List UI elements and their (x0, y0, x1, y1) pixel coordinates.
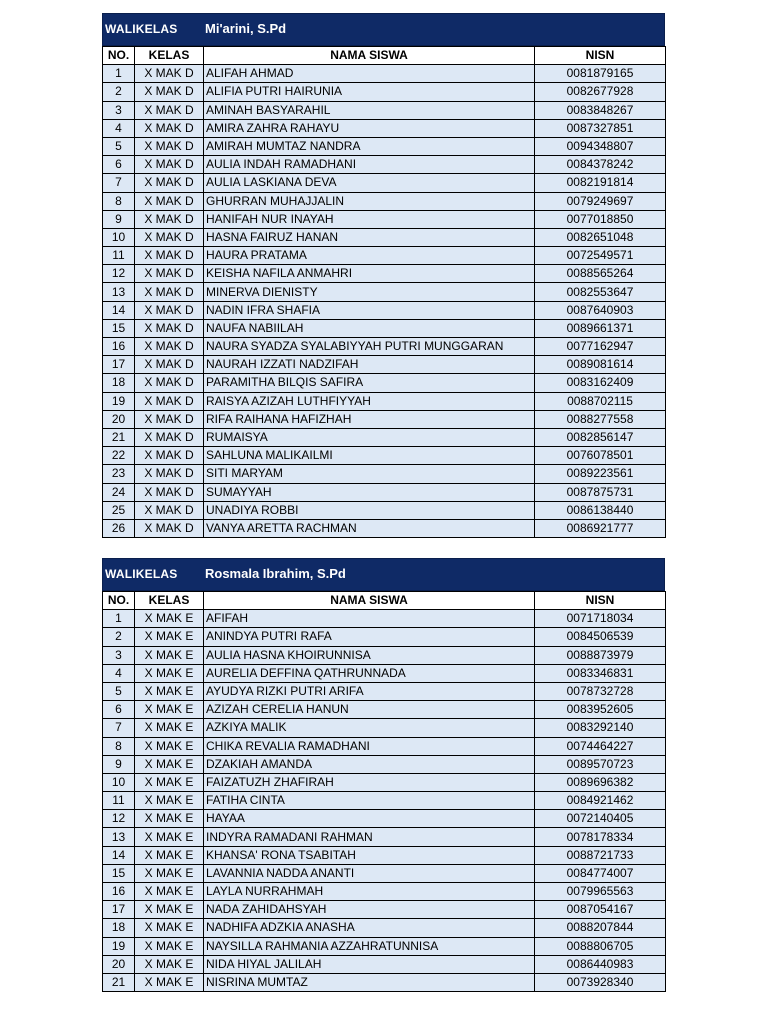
cell-nama: HAURA PRATAMA (204, 247, 535, 265)
cell-no: 7 (103, 174, 135, 192)
table-row (103, 374, 666, 392)
cell-no: 14 (103, 846, 135, 864)
cell-kelas: X MAK D (135, 119, 204, 137)
cell-nisn: 0094348807 (535, 137, 666, 155)
cell-nisn: 0089223561 (535, 465, 666, 483)
table-row (103, 682, 666, 700)
cell-nama: AMINAH BASYARAHIL (204, 101, 535, 119)
walikelas-header (102, 558, 665, 591)
cell-nisn: 0088277558 (535, 410, 666, 428)
table-row (103, 628, 666, 646)
class-roster-d (102, 13, 665, 538)
cell-nisn: 0078732728 (535, 682, 666, 700)
cell-nama: ALIFAH AHMAD (204, 65, 535, 83)
table-row (103, 664, 666, 682)
table-row (103, 973, 666, 991)
table-header-row (103, 47, 666, 65)
cell-kelas: X MAK E (135, 810, 204, 828)
cell-no: 11 (103, 247, 135, 265)
walikelas-header (102, 13, 665, 46)
cell-no: 12 (103, 810, 135, 828)
table-row (103, 955, 666, 973)
cell-kelas: X MAK E (135, 792, 204, 810)
cell-nama: ANINDYA PUTRI RAFA (204, 628, 535, 646)
cell-nama: INDYRA RAMADANI RAHMAN (204, 828, 535, 846)
cell-nisn: 0088873979 (535, 646, 666, 664)
table-row (103, 919, 666, 937)
cell-nama: RAISYA AZIZAH LUTHFIYYAH (204, 392, 535, 410)
cell-no: 15 (103, 864, 135, 882)
table-row (103, 428, 666, 446)
cell-nisn: 0087054167 (535, 901, 666, 919)
table-row (103, 83, 666, 101)
cell-no: 19 (103, 392, 135, 410)
table-body (103, 610, 666, 992)
cell-no: 17 (103, 901, 135, 919)
table-row (103, 901, 666, 919)
table-row (103, 319, 666, 337)
walikelas-label: WALIKELAS (105, 567, 178, 581)
cell-nama: NAURAH IZZATI NADZIFAH (204, 356, 535, 374)
cell-nisn: 0082651048 (535, 228, 666, 246)
cell-nama: NAURA SYADZA SYALABIYYAH PUTRI MUNGGARAN (204, 338, 535, 356)
cell-nisn: 0083346831 (535, 664, 666, 682)
cell-nama: LAYLA NURRAHMAH (204, 883, 535, 901)
cell-no: 5 (103, 137, 135, 155)
cell-nama: KEISHA NAFILA ANMAHRI (204, 265, 535, 283)
cell-nisn: 0078178334 (535, 828, 666, 846)
cell-nisn: 0079249697 (535, 192, 666, 210)
cell-no: 8 (103, 737, 135, 755)
cell-no: 21 (103, 428, 135, 446)
cell-nama: PARAMITHA BILQIS SAFIRA (204, 374, 535, 392)
cell-nisn: 0087640903 (535, 301, 666, 319)
cell-nama: NADIN IFRA SHAFIA (204, 301, 535, 319)
cell-nama: NAUFA NABIILAH (204, 319, 535, 337)
table-row (103, 137, 666, 155)
cell-nisn: 0073928340 (535, 973, 666, 991)
col-header-kelas: KELAS (135, 47, 204, 65)
cell-kelas: X MAK E (135, 937, 204, 955)
class-roster-e (102, 558, 665, 992)
cell-no: 14 (103, 301, 135, 319)
cell-nisn: 0082856147 (535, 428, 666, 446)
table-row (103, 937, 666, 955)
table-row (103, 483, 666, 501)
cell-nisn: 0089570723 (535, 755, 666, 773)
cell-no: 22 (103, 447, 135, 465)
cell-nama: GHURRAN MUHAJJALIN (204, 192, 535, 210)
table-row (103, 119, 666, 137)
cell-nama: FAIZATUZH ZHAFIRAH (204, 773, 535, 791)
cell-kelas: X MAK D (135, 101, 204, 119)
cell-nisn: 0071718034 (535, 610, 666, 628)
student-table (102, 591, 666, 992)
cell-nisn: 0086138440 (535, 501, 666, 519)
cell-nama: RIFA RAIHANA HAFIZHAH (204, 410, 535, 428)
cell-kelas: X MAK D (135, 283, 204, 301)
cell-no: 15 (103, 319, 135, 337)
cell-nama: AULIA LASKIANA DEVA (204, 174, 535, 192)
cell-nama: UNADIYA ROBBI (204, 501, 535, 519)
cell-nama: AYUDYA RIZKI PUTRI ARIFA (204, 682, 535, 700)
student-table (102, 46, 666, 538)
cell-no: 24 (103, 483, 135, 501)
cell-nama: CHIKA REVALIA RAMADHANI (204, 737, 535, 755)
cell-no: 1 (103, 65, 135, 83)
cell-nisn: 0081879165 (535, 65, 666, 83)
cell-no: 6 (103, 156, 135, 174)
cell-kelas: X MAK E (135, 955, 204, 973)
table-row (103, 338, 666, 356)
table-row (103, 392, 666, 410)
cell-kelas: X MAK E (135, 646, 204, 664)
table-row (103, 773, 666, 791)
table-row (103, 610, 666, 628)
cell-no: 2 (103, 628, 135, 646)
table-row (103, 519, 666, 537)
cell-nama: NIDA HIYAL JALILAH (204, 955, 535, 973)
cell-kelas: X MAK E (135, 864, 204, 882)
cell-no: 17 (103, 356, 135, 374)
cell-nama: DZAKIAH AMANDA (204, 755, 535, 773)
cell-no: 21 (103, 973, 135, 991)
cell-nisn: 0083952605 (535, 701, 666, 719)
table-row (103, 410, 666, 428)
cell-no: 16 (103, 338, 135, 356)
table-row (103, 646, 666, 664)
cell-no: 1 (103, 610, 135, 628)
cell-kelas: X MAK E (135, 610, 204, 628)
cell-nisn: 0084774007 (535, 864, 666, 882)
cell-no: 20 (103, 410, 135, 428)
col-header-nisn: NISN (535, 592, 666, 610)
cell-kelas: X MAK E (135, 701, 204, 719)
table-row (103, 301, 666, 319)
cell-no: 9 (103, 755, 135, 773)
cell-kelas: X MAK D (135, 428, 204, 446)
table-row (103, 265, 666, 283)
cell-kelas: X MAK E (135, 664, 204, 682)
table-row (103, 101, 666, 119)
col-header-nama: NAMA SISWA (204, 592, 535, 610)
table-row (103, 719, 666, 737)
cell-no: 5 (103, 682, 135, 700)
cell-kelas: X MAK D (135, 228, 204, 246)
cell-nisn: 0076078501 (535, 447, 666, 465)
cell-nisn: 0088565264 (535, 265, 666, 283)
cell-nama: NISRINA MUMTAZ (204, 973, 535, 991)
table-row (103, 356, 666, 374)
cell-kelas: X MAK E (135, 846, 204, 864)
cell-nisn: 0077162947 (535, 338, 666, 356)
table-row (103, 883, 666, 901)
cell-kelas: X MAK D (135, 65, 204, 83)
cell-kelas: X MAK D (135, 519, 204, 537)
cell-no: 9 (103, 210, 135, 228)
cell-kelas: X MAK E (135, 773, 204, 791)
cell-kelas: X MAK D (135, 210, 204, 228)
cell-kelas: X MAK D (135, 83, 204, 101)
cell-nama: LAVANNIA NADDA ANANTI (204, 864, 535, 882)
col-header-nama: NAMA SISWA (204, 47, 535, 65)
cell-nisn: 0084378242 (535, 156, 666, 174)
table-row (103, 810, 666, 828)
col-header-kelas: KELAS (135, 592, 204, 610)
cell-nisn: 0084506539 (535, 628, 666, 646)
table-row (103, 65, 666, 83)
cell-no: 23 (103, 465, 135, 483)
cell-kelas: X MAK D (135, 247, 204, 265)
cell-nisn: 0087327851 (535, 119, 666, 137)
table-header-row (103, 592, 666, 610)
cell-nisn: 0089696382 (535, 773, 666, 791)
cell-nama: SITI MARYAM (204, 465, 535, 483)
cell-nisn: 0074464227 (535, 737, 666, 755)
cell-nisn: 0088702115 (535, 392, 666, 410)
cell-no: 3 (103, 101, 135, 119)
cell-kelas: X MAK D (135, 265, 204, 283)
cell-nisn: 0072140405 (535, 810, 666, 828)
cell-nama: FATIHA CINTA (204, 792, 535, 810)
table-row (103, 228, 666, 246)
cell-nisn: 0083848267 (535, 101, 666, 119)
cell-nama: RUMAISYA (204, 428, 535, 446)
cell-kelas: X MAK E (135, 883, 204, 901)
cell-nama: SAHLUNA MALIKAILMI (204, 447, 535, 465)
cell-kelas: X MAK D (135, 447, 204, 465)
cell-kelas: X MAK D (135, 156, 204, 174)
table-row (103, 737, 666, 755)
table-row (103, 828, 666, 846)
table-row (103, 247, 666, 265)
cell-no: 4 (103, 119, 135, 137)
cell-nisn: 0077018850 (535, 210, 666, 228)
cell-nisn: 0087875731 (535, 483, 666, 501)
table-row (103, 501, 666, 519)
cell-no: 7 (103, 719, 135, 737)
cell-nisn: 0089661371 (535, 319, 666, 337)
cell-nama: NAYSILLA RAHMANIA AZZAHRATUNNISA (204, 937, 535, 955)
cell-nama: AURELIA DEFFINA QATHRUNNADA (204, 664, 535, 682)
cell-kelas: X MAK E (135, 682, 204, 700)
table-row (103, 447, 666, 465)
cell-no: 16 (103, 883, 135, 901)
cell-no: 10 (103, 228, 135, 246)
cell-kelas: X MAK E (135, 828, 204, 846)
cell-kelas: X MAK D (135, 301, 204, 319)
cell-nisn: 0082553647 (535, 283, 666, 301)
cell-nama: NADA ZAHIDAHSYAH (204, 901, 535, 919)
table-row (103, 792, 666, 810)
cell-no: 2 (103, 83, 135, 101)
cell-kelas: X MAK E (135, 628, 204, 646)
cell-no: 11 (103, 792, 135, 810)
cell-nisn: 0072549571 (535, 247, 666, 265)
cell-nama: ALIFIA PUTRI HAIRUNIA (204, 83, 535, 101)
walikelas-name: Mi'arini, S.Pd (205, 21, 287, 36)
table-row (103, 465, 666, 483)
table-row (103, 755, 666, 773)
cell-kelas: X MAK E (135, 919, 204, 937)
cell-nama: AZIZAH CERELIA HANUN (204, 701, 535, 719)
cell-kelas: X MAK D (135, 174, 204, 192)
cell-no: 20 (103, 955, 135, 973)
cell-no: 19 (103, 937, 135, 955)
col-header-no: NO. (103, 592, 135, 610)
walikelas-name: Rosmala Ibrahim, S.Pd (205, 566, 346, 581)
table-row (103, 283, 666, 301)
cell-kelas: X MAK D (135, 356, 204, 374)
cell-no: 3 (103, 646, 135, 664)
cell-nisn: 0083162409 (535, 374, 666, 392)
cell-kelas: X MAK D (135, 483, 204, 501)
cell-kelas: X MAK E (135, 737, 204, 755)
table-row (103, 192, 666, 210)
cell-kelas: X MAK D (135, 392, 204, 410)
cell-no: 8 (103, 192, 135, 210)
table-row (103, 174, 666, 192)
cell-kelas: X MAK D (135, 465, 204, 483)
cell-kelas: X MAK E (135, 719, 204, 737)
table-row (103, 846, 666, 864)
cell-kelas: X MAK D (135, 374, 204, 392)
cell-nisn: 0082191814 (535, 174, 666, 192)
cell-nama: AZKIYA MALIK (204, 719, 535, 737)
cell-kelas: X MAK D (135, 137, 204, 155)
cell-nisn: 0088806705 (535, 937, 666, 955)
table-row (103, 864, 666, 882)
cell-no: 13 (103, 828, 135, 846)
cell-kelas: X MAK D (135, 501, 204, 519)
cell-nisn: 0079965563 (535, 883, 666, 901)
cell-nama: AULIA HASNA KHOIRUNNISA (204, 646, 535, 664)
cell-no: 13 (103, 283, 135, 301)
cell-kelas: X MAK E (135, 973, 204, 991)
cell-kelas: X MAK E (135, 755, 204, 773)
cell-nisn: 0086440983 (535, 955, 666, 973)
cell-kelas: X MAK D (135, 319, 204, 337)
table-body (103, 65, 666, 538)
cell-no: 25 (103, 501, 135, 519)
cell-kelas: X MAK D (135, 338, 204, 356)
cell-no: 18 (103, 919, 135, 937)
cell-nama: HASNA FAIRUZ HANAN (204, 228, 535, 246)
cell-nama: AMIRA ZAHRA RAHAYU (204, 119, 535, 137)
cell-no: 6 (103, 701, 135, 719)
cell-kelas: X MAK D (135, 192, 204, 210)
cell-no: 18 (103, 374, 135, 392)
cell-nisn: 0084921462 (535, 792, 666, 810)
cell-nama: AULIA INDAH RAMADHANI (204, 156, 535, 174)
cell-no: 12 (103, 265, 135, 283)
cell-nisn: 0088721733 (535, 846, 666, 864)
table-row (103, 701, 666, 719)
cell-nama: HANIFAH NUR INAYAH (204, 210, 535, 228)
table-row (103, 156, 666, 174)
cell-nama: AMIRAH MUMTAZ NANDRA (204, 137, 535, 155)
cell-nisn: 0088207844 (535, 919, 666, 937)
cell-nisn: 0082677928 (535, 83, 666, 101)
walikelas-label: WALIKELAS (105, 22, 178, 36)
cell-nama: KHANSA' RONA TSABITAH (204, 846, 535, 864)
cell-no: 26 (103, 519, 135, 537)
cell-nama: MINERVA DIENISTY (204, 283, 535, 301)
col-header-no: NO. (103, 47, 135, 65)
cell-nisn: 0086921777 (535, 519, 666, 537)
cell-no: 4 (103, 664, 135, 682)
table-row (103, 210, 666, 228)
cell-nama: VANYA ARETTA RACHMAN (204, 519, 535, 537)
cell-nisn: 0089081614 (535, 356, 666, 374)
cell-nisn: 0083292140 (535, 719, 666, 737)
cell-nama: HAYAA (204, 810, 535, 828)
cell-nama: NADHIFA ADZKIA ANASHA (204, 919, 535, 937)
col-header-nisn: NISN (535, 47, 666, 65)
cell-nama: AFIFAH (204, 610, 535, 628)
cell-kelas: X MAK E (135, 901, 204, 919)
cell-nama: SUMAYYAH (204, 483, 535, 501)
cell-no: 10 (103, 773, 135, 791)
cell-kelas: X MAK D (135, 410, 204, 428)
